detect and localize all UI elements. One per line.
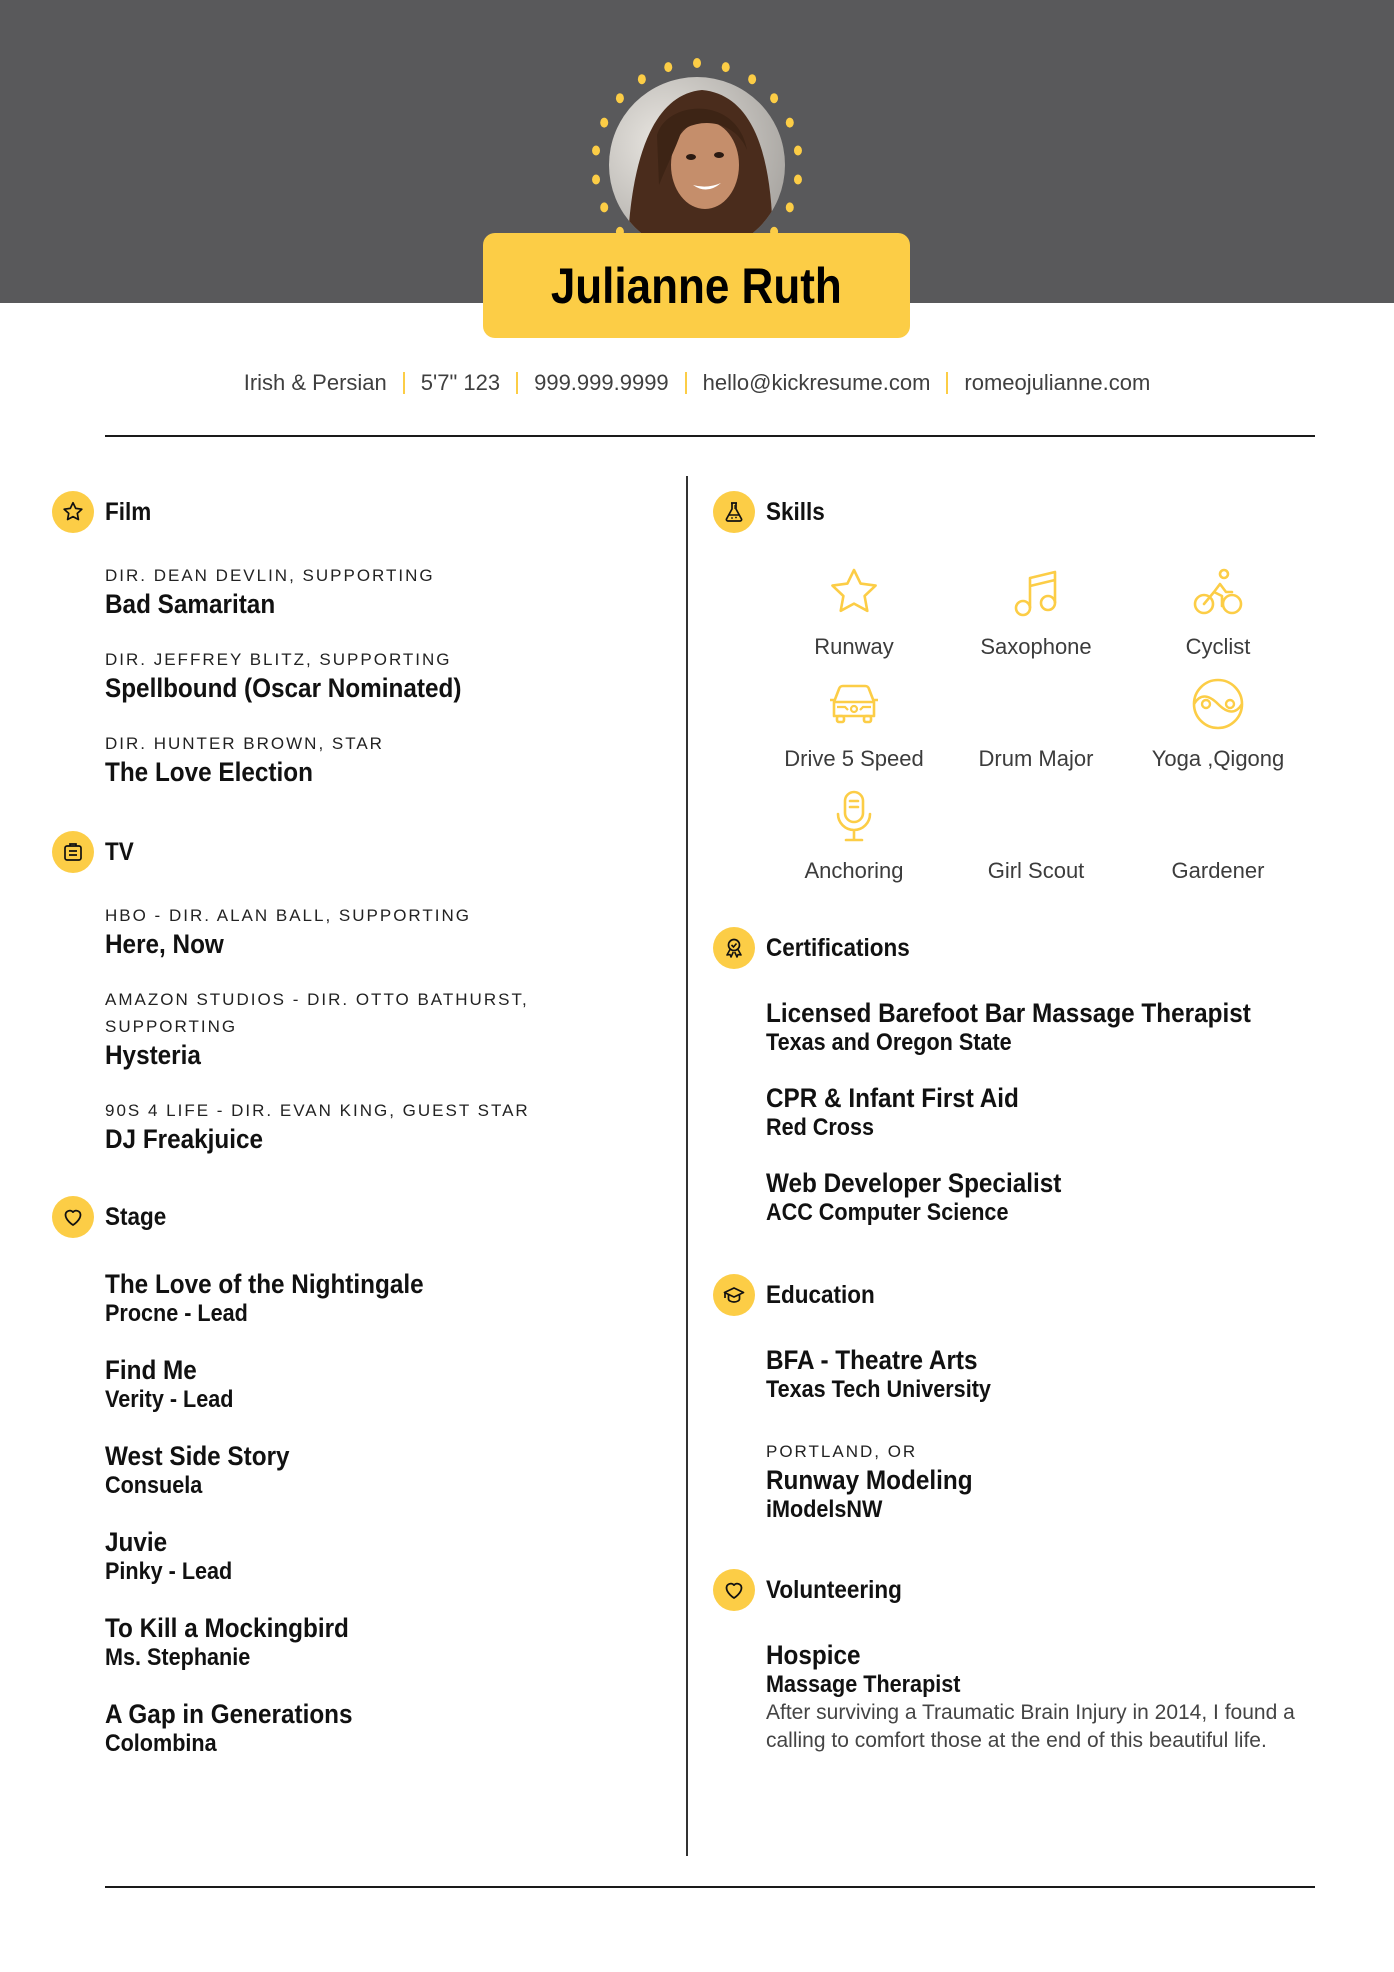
entry-meta: DIR. DEAN DEVLIN, SUPPORTING bbox=[105, 566, 435, 585]
skill-label: Girl Scout bbox=[987, 858, 1085, 883]
section-title: Film bbox=[105, 497, 152, 526]
entry-meta: AMAZON STUDIOS - DIR. OTTO BATHURST, SUPPORTING bbox=[105, 990, 529, 1036]
certification-entry bbox=[766, 1083, 1353, 1142]
film-section-icon bbox=[52, 491, 94, 533]
microphone-icon bbox=[826, 788, 882, 844]
certification-entry bbox=[766, 1168, 1353, 1227]
certification-entry bbox=[766, 998, 1353, 1057]
entry-title: BFA - Theatre Arts bbox=[766, 1345, 978, 1375]
skills-grid bbox=[763, 556, 1353, 892]
top-divider bbox=[105, 435, 1315, 437]
section-title: Stage bbox=[105, 1202, 167, 1231]
entry-role: Consuela bbox=[105, 1472, 203, 1499]
clipboard-icon bbox=[61, 840, 85, 864]
skills-section-icon bbox=[713, 491, 755, 533]
section-title: Education bbox=[766, 1280, 875, 1309]
contact-line bbox=[0, 370, 1394, 396]
name-banner bbox=[483, 233, 910, 338]
stage-section-icon bbox=[52, 1196, 94, 1238]
skill-item bbox=[763, 556, 945, 668]
entry-title: Hospice bbox=[766, 1640, 861, 1670]
music-note-icon bbox=[1008, 564, 1064, 620]
skill-item bbox=[945, 556, 1127, 668]
education-section bbox=[713, 1273, 1353, 1524]
skill-item bbox=[945, 780, 1127, 892]
skill-label: Saxophone bbox=[980, 634, 1092, 659]
stage-list bbox=[105, 1269, 652, 1758]
car-icon bbox=[826, 676, 882, 732]
contact-heritage: Irish & Persian bbox=[243, 370, 387, 395]
tv-section-icon bbox=[52, 831, 94, 873]
heart-icon bbox=[722, 1578, 746, 1602]
stage-entry bbox=[105, 1355, 652, 1414]
volunteering-list bbox=[766, 1640, 1353, 1755]
contact-separator bbox=[403, 372, 405, 394]
entry-meta: DIR. JEFFREY BLITZ, SUPPORTING bbox=[105, 650, 452, 669]
skill-icon-blank bbox=[1008, 788, 1064, 844]
skill-item bbox=[1127, 780, 1309, 892]
entry-issuer: Red Cross bbox=[766, 1114, 875, 1141]
skill-item bbox=[1127, 668, 1309, 780]
education-entry bbox=[766, 1438, 1353, 1524]
volunteering-section-icon bbox=[713, 1569, 755, 1611]
tv-entry bbox=[105, 986, 652, 1071]
entry-meta: PORTLAND, OR bbox=[766, 1442, 918, 1461]
entry-meta: DIR. HUNTER BROWN, STAR bbox=[105, 734, 384, 753]
education-entry bbox=[766, 1345, 1353, 1404]
ring-dot bbox=[722, 62, 730, 72]
candidate-name: Julianne Ruth bbox=[551, 257, 842, 314]
entry-issuer: ACC Computer Science bbox=[766, 1199, 1009, 1226]
entry-meta: 90S 4 LIFE - DIR. EVAN KING, GUEST STAR bbox=[105, 1101, 530, 1120]
column-divider bbox=[686, 476, 688, 1856]
ring-dot bbox=[616, 93, 624, 103]
section-title: Certifications bbox=[766, 933, 910, 962]
ring-dot bbox=[600, 118, 608, 128]
entry-role: Massage Therapist bbox=[766, 1671, 961, 1698]
entry-title: Here, Now bbox=[105, 929, 224, 959]
entry-role: Procne - Lead bbox=[105, 1300, 248, 1327]
entry-title: To Kill a Mockingbird bbox=[105, 1613, 349, 1643]
skill-label: Yoga ,Qigong bbox=[1151, 746, 1285, 771]
entry-title: DJ Freakjuice bbox=[105, 1124, 264, 1154]
film-entry bbox=[105, 562, 652, 620]
contact-email[interactable]: hello@kickresume.com bbox=[702, 370, 931, 395]
entry-role: Pinky - Lead bbox=[105, 1558, 233, 1585]
entry-title: The Love of the Nightingale bbox=[105, 1269, 424, 1299]
film-section bbox=[52, 490, 652, 788]
film-entry bbox=[105, 646, 652, 704]
tv-section bbox=[52, 830, 652, 1155]
stage-entry bbox=[105, 1699, 652, 1758]
ring-dot bbox=[693, 58, 701, 68]
contact-separator bbox=[946, 372, 948, 394]
certifications-list bbox=[766, 998, 1353, 1227]
tv-entry bbox=[105, 1097, 652, 1155]
entry-meta: HBO - DIR. ALAN BALL, SUPPORTING bbox=[105, 906, 471, 925]
entry-title: CPR & Infant First Aid bbox=[766, 1083, 1019, 1113]
ring-dot bbox=[794, 145, 802, 155]
stage-entry bbox=[105, 1527, 652, 1586]
section-header bbox=[713, 1273, 1353, 1317]
contact-height-weight: 5'7" 123 bbox=[420, 370, 501, 395]
skill-label: Drum Major bbox=[978, 746, 1094, 771]
skill-item bbox=[1127, 556, 1309, 668]
entry-title: Juvie bbox=[105, 1527, 168, 1557]
stage-section bbox=[52, 1195, 652, 1758]
ring-dot bbox=[794, 175, 802, 185]
section-header bbox=[713, 926, 1353, 970]
skill-label: Anchoring bbox=[804, 858, 904, 883]
entry-title: Web Developer Specialist bbox=[766, 1168, 1062, 1198]
film-entry bbox=[105, 730, 652, 788]
contact-separator bbox=[685, 372, 687, 394]
stage-entry bbox=[105, 1269, 652, 1328]
certifications-section bbox=[713, 926, 1353, 1227]
entry-title: A Gap in Generations bbox=[105, 1699, 353, 1729]
ring-dot bbox=[592, 145, 600, 155]
bicycle-icon bbox=[1190, 564, 1246, 620]
ring-dot bbox=[600, 202, 608, 212]
skills-section bbox=[713, 490, 1353, 892]
entry-issuer: Texas and Oregon State bbox=[766, 1029, 1012, 1056]
entry-role: Colombina bbox=[105, 1730, 217, 1757]
skill-label: Runway bbox=[814, 634, 894, 659]
volunteering-entry bbox=[766, 1640, 1353, 1755]
skill-item bbox=[763, 780, 945, 892]
tv-list bbox=[105, 902, 652, 1155]
award-ribbon-icon bbox=[722, 936, 746, 960]
film-list bbox=[105, 562, 652, 788]
ring-dot bbox=[786, 118, 794, 128]
stage-entry bbox=[105, 1613, 652, 1672]
section-header bbox=[713, 1568, 1353, 1612]
skill-icon-blank bbox=[1190, 788, 1246, 844]
contact-phone[interactable]: 999.999.9999 bbox=[534, 370, 669, 395]
entry-school: iModelsNW bbox=[766, 1496, 883, 1523]
stage-entry bbox=[105, 1441, 652, 1500]
bottom-divider bbox=[105, 1886, 1315, 1888]
entry-role: Ms. Stephanie bbox=[105, 1644, 251, 1671]
section-header bbox=[52, 830, 652, 874]
skill-label: Cyclist bbox=[1185, 634, 1251, 659]
right-column bbox=[713, 490, 1353, 1755]
ring-dot bbox=[770, 93, 778, 103]
left-column bbox=[52, 490, 652, 1758]
entry-title: Hysteria bbox=[105, 1040, 201, 1070]
skill-item bbox=[945, 668, 1127, 780]
yin-yang-icon bbox=[1190, 676, 1246, 732]
section-title: TV bbox=[105, 837, 134, 866]
entry-school: Texas Tech University bbox=[766, 1376, 991, 1403]
skill-item bbox=[763, 668, 945, 780]
tv-entry bbox=[105, 902, 652, 960]
entry-title: Licensed Barefoot Bar Massage Therapist bbox=[766, 998, 1251, 1028]
certifications-section-icon bbox=[713, 927, 755, 969]
star-icon bbox=[826, 564, 882, 620]
entry-title: Runway Modeling bbox=[766, 1465, 973, 1495]
entry-title: Bad Samaritan bbox=[105, 589, 276, 619]
education-list bbox=[766, 1345, 1353, 1524]
heart-icon bbox=[61, 1205, 85, 1229]
section-header bbox=[713, 490, 1353, 534]
section-header bbox=[52, 1195, 652, 1239]
ring-dot bbox=[592, 175, 600, 185]
ring-dot bbox=[664, 62, 672, 72]
ring-dot bbox=[748, 74, 756, 84]
graduation-cap-icon bbox=[722, 1283, 746, 1307]
ring-dot bbox=[638, 74, 646, 84]
entry-description: After surviving a Traumatic Brain Injury in 2014, I found a calling to comfort those at the end of this beautiful life. bbox=[766, 1701, 1295, 1752]
skill-icon-blank bbox=[1008, 676, 1064, 732]
contact-website[interactable]: romeojulianne.com bbox=[964, 370, 1151, 395]
volunteering-section bbox=[713, 1568, 1353, 1755]
ring-dot bbox=[786, 202, 794, 212]
education-section-icon bbox=[713, 1274, 755, 1316]
entry-title: West Side Story bbox=[105, 1441, 290, 1471]
entry-role: Verity - Lead bbox=[105, 1386, 234, 1413]
entry-title: The Love Election bbox=[105, 757, 313, 787]
section-title: Volunteering bbox=[766, 1575, 902, 1604]
contact-separator bbox=[516, 372, 518, 394]
section-title: Skills bbox=[766, 497, 825, 526]
entry-title: Spellbound (Oscar Nominated) bbox=[105, 673, 462, 703]
flask-icon bbox=[722, 500, 746, 524]
skill-label: Drive 5 Speed bbox=[784, 746, 924, 771]
star-icon bbox=[61, 500, 85, 524]
entry-title: Find Me bbox=[105, 1355, 197, 1385]
skill-label: Gardener bbox=[1171, 858, 1265, 883]
section-header bbox=[52, 490, 652, 534]
